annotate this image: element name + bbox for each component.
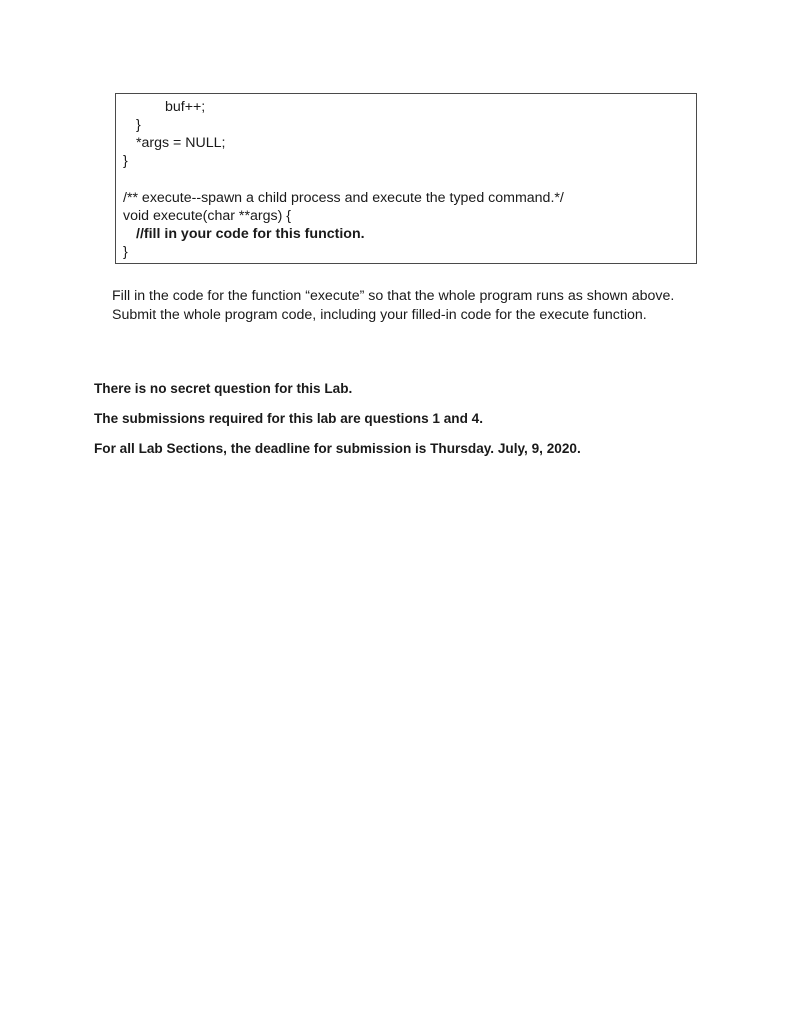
code-comment-line: /** execute--spawn a child process and execute the typed command.*/: [123, 190, 564, 206]
deadline-note: For all Lab Sections, the deadline for submission is Thursday. July, 9, 2020.: [94, 441, 581, 456]
code-line: }: [123, 244, 128, 260]
code-line: *args = NULL;: [136, 135, 226, 151]
code-function-signature: void execute(char **args) {: [123, 208, 291, 224]
code-line: buf++;: [165, 99, 206, 115]
instruction-line-1: Fill in the code for the function “execute” so that the whole program runs as shown above.: [112, 288, 675, 304]
submissions-required-note: The submissions required for this lab are questions 1 and 4.: [94, 411, 484, 426]
secret-question-note: There is no secret question for this Lab.: [94, 381, 353, 396]
code-block: [115, 93, 697, 264]
code-line: }: [123, 153, 128, 169]
instruction-line-2: Submit the whole program code, including your filled-in code for the execute function.: [112, 307, 647, 323]
code-fill-in-comment: //fill in your code for this function.: [136, 226, 365, 242]
code-line: }: [136, 117, 141, 133]
